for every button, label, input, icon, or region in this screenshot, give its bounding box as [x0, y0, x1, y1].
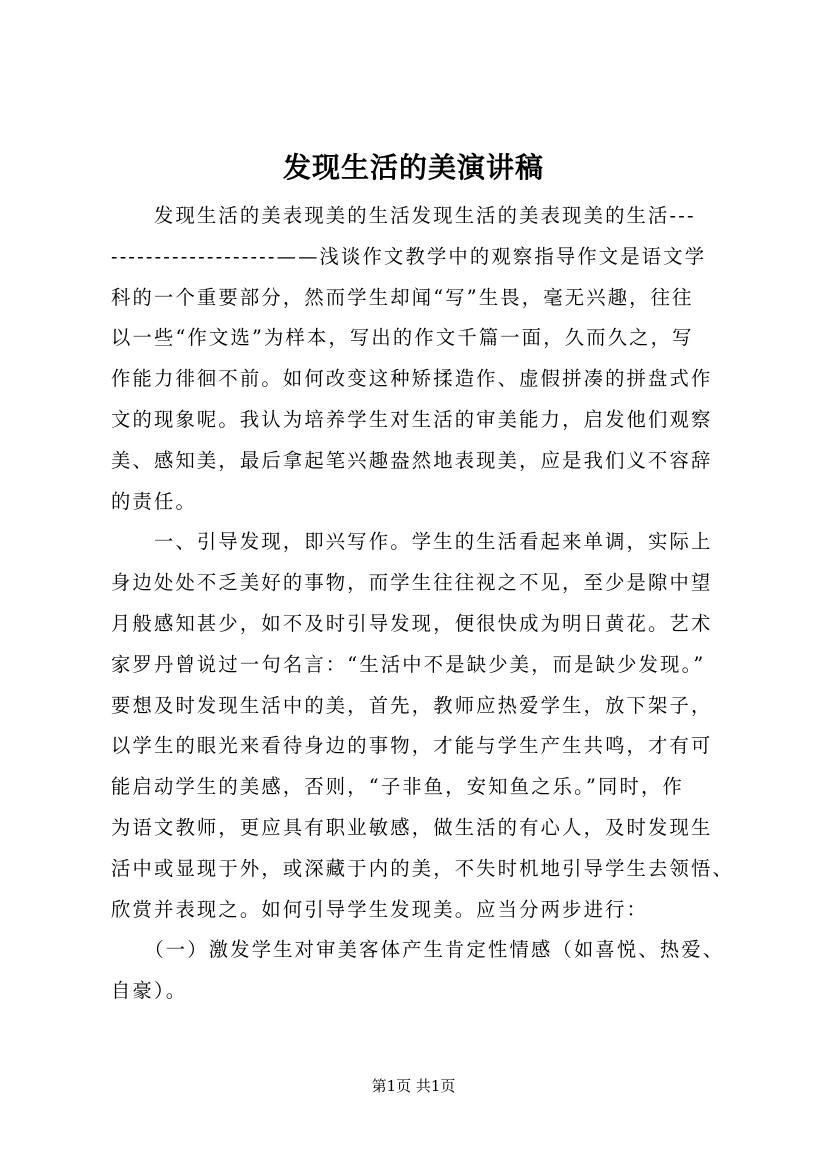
body-line: 要想及时发现生活中的美，首先，教师应热爱学生，放下架子， [111, 693, 713, 717]
body-line: 身边处处不乏美好的事物，而学生往往视之不见，至少是隙中望 [111, 571, 713, 595]
document-body [111, 196, 734, 1012]
body-line: （一）激发学生对审美客体产生肯定性情感（如喜悦、热爱、 [111, 938, 725, 962]
body-line: 月般感知甚少，如不及时引导发现，便很快成为明日黄花。艺术 [111, 611, 713, 635]
body-line: 能启动学生的美感，否则，“子非鱼，安知鱼之乐。”同时，作 [111, 775, 684, 799]
body-line: 以学生的眼光来看待身边的事物，才能与学生产生共鸣，才有可 [111, 734, 713, 758]
body-line: 一、引导发现，即兴写作。学生的生活看起来单调，实际上 [111, 530, 713, 554]
body-line: 作能力徘徊不前。如何改变这种矫揉造作、虚假拼凑的拼盘式作 [111, 367, 713, 391]
body-line: 自豪）。 [111, 979, 188, 1003]
body-line: 美、感知美，最后拿起笔兴趣盎然地表现美，应是我们义不容辞 [111, 448, 713, 472]
body-line: 欣赏并表现之。如何引导学生发现美。应当分两步进行： [111, 897, 649, 921]
body-line: 为语文教师，更应具有职业敏感，做生活的有心人，及时发现生 [111, 815, 713, 839]
document-title: 发现生活的美演讲稿 [282, 151, 544, 184]
body-line: 以一些“作文选”为样本，写出的作文千篇一面，久而久之，写 [111, 326, 694, 350]
body-line: 文的现象呢。我认为培养学生对生活的审美能力，启发他们观察 [111, 407, 713, 431]
body-line: 发现生活的美表现美的生活发现生活的美表现美的生活--- [111, 204, 696, 227]
body-line: -------------------——浅谈作文教学中的观察指导作文是语文学 [111, 244, 707, 268]
body-line: 家罗丹曾说过一句名言：“生活中不是缺少美，而是缺少发现。” [111, 652, 706, 676]
body-line: 科的一个重要部分，然而学生却闻“写”生畏，毫无兴趣，往往 [111, 285, 694, 309]
body-line: 活中或显现于外，或深藏于内的美，不失时机地引导学生去领悟、 [111, 856, 734, 880]
page-footer: 第1页 共1页 [371, 1077, 456, 1095]
body-line: 的责任。 [111, 489, 197, 513]
